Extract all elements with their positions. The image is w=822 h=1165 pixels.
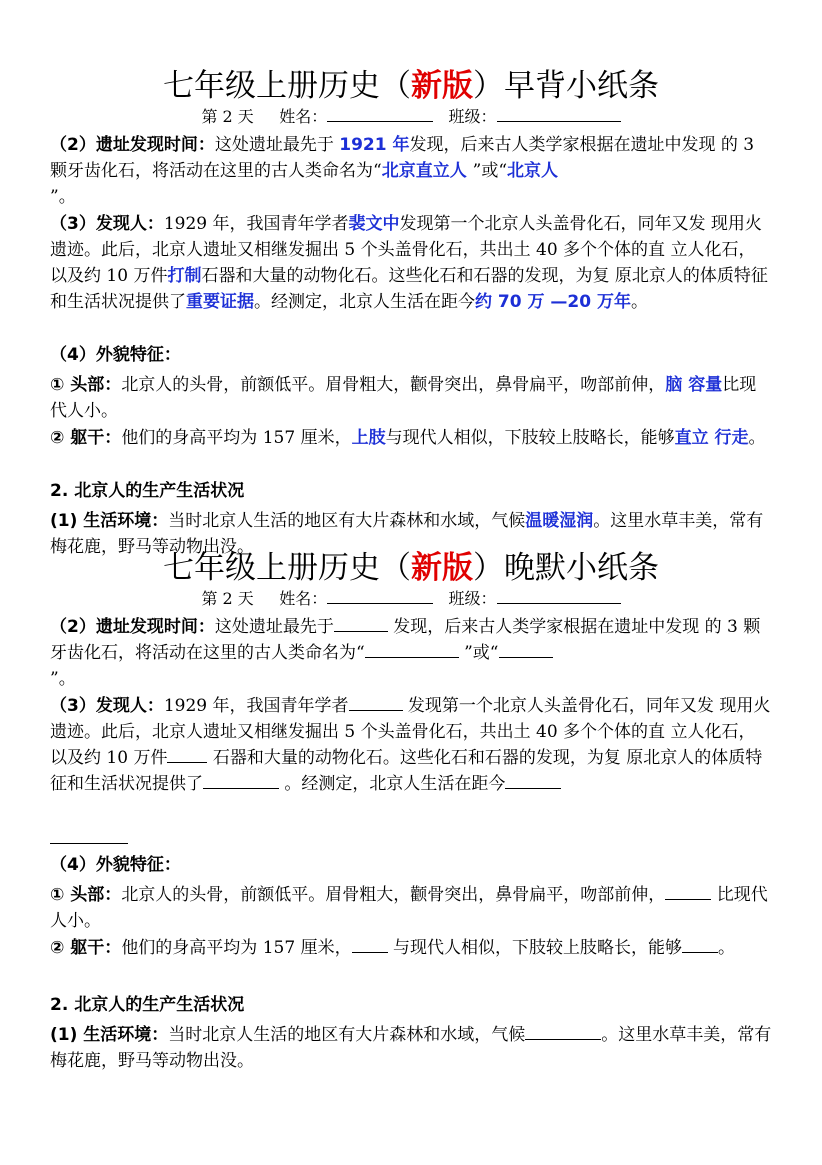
section-label: ① 头部： (50, 375, 122, 395)
text: 这处遗址最先于 (214, 617, 334, 637)
title-highlight: 新版 (411, 68, 473, 104)
key-term: 温暖湿润 (525, 511, 594, 531)
text: 发现，后来古人类学家根据在遗址中发现 的 3 颗牙齿化石，将活动在这里的古人类命名为“ (50, 617, 761, 663)
answer-blank[interactable] (167, 746, 207, 763)
text: ”。 (50, 669, 76, 689)
head-features-paragraph (50, 372, 772, 424)
key-term: 直立 行走 (674, 428, 749, 448)
title-text: 七年级上册历史（ (163, 550, 411, 586)
answer-blank[interactable] (334, 615, 388, 632)
text: 。 (748, 428, 766, 448)
text: 北京人的头骨，前额低平。眉骨粗大，颧骨突出，鼻骨扁平，吻部前伸， (121, 375, 666, 395)
text: 石器和大量的动物化石。这些化石和石器的发现，为复 原北京人的体质特征和生活状况提供了 (50, 266, 768, 312)
text: 。 (631, 292, 648, 312)
text: 。 (717, 938, 735, 958)
text: 北京人的头骨，前额低平。眉骨粗大，颧骨突出，鼻骨扁平，吻部前伸， (121, 885, 666, 905)
key-term: 北京直立人 (381, 161, 473, 181)
student-info-line (0, 588, 822, 610)
section-label: ② 躯干： (50, 938, 122, 958)
title-text: 七年级上册历史（ (163, 68, 411, 104)
heading-text: 2. 北京人的生产生活状况 (50, 995, 245, 1015)
text: 。经测定，北京人生活在距今 (254, 292, 475, 312)
key-term: 脑 容量 (665, 375, 723, 395)
section-label: （3）发现人： (50, 696, 164, 716)
class-label: 班级： (448, 589, 497, 608)
text: 发现第一个北京人头盖骨化石，同年又发 现用火遗迹。此后，北京人遗址又相继发掘出 5 个头盖骨化石，共出土 40 多个个体的直 立人化石，以及约 10 万件 (50, 696, 771, 768)
class-label: 班级： (448, 107, 497, 126)
text: 1929 年，我国青年学者 (163, 696, 349, 716)
appearance-heading (50, 342, 772, 368)
text: 与现代人相似，下肢较上肢略长，能够 (387, 938, 682, 958)
body-features-paragraph (50, 935, 772, 961)
key-term: 约 70 万 —20 万年 (475, 292, 631, 312)
text: 当时北京人生活的地区有大片森林和水域，气候 (168, 511, 526, 531)
key-term: 裴文中 (348, 214, 400, 234)
section-label: (1) 生活环境： (50, 511, 169, 531)
text: 当时北京人生活的地区有大片森林和水域，气候 (168, 1025, 526, 1045)
text: 这处遗址最先于 (214, 135, 340, 155)
text: 他们的身高平均为 157 厘米， (121, 428, 352, 448)
environment-paragraph (50, 1022, 772, 1074)
class-blank[interactable] (497, 589, 621, 604)
text: 。这里水草丰美，常有梅花鹿，野马等动物出没。 (50, 511, 764, 557)
section-2-heading (50, 478, 772, 504)
answer-blank[interactable] (203, 772, 279, 789)
title-text-end: ）晚默小纸条 (473, 550, 659, 586)
section-label: （3）发现人： (50, 214, 164, 234)
answer-blank[interactable] (499, 641, 553, 658)
section-label: (1) 生活环境： (50, 1025, 169, 1045)
text: 。这里水草丰美，常有梅花鹿，野马等动物出没。 (50, 1025, 772, 1071)
site-discovery-paragraph (50, 614, 772, 692)
text: ”或“ (458, 643, 499, 663)
answer-blank[interactable] (349, 694, 403, 711)
name-blank[interactable] (327, 107, 433, 122)
section-label: （2）遗址发现时间： (50, 617, 215, 637)
day-label: 第 2 天 (201, 589, 254, 608)
body-features-paragraph (50, 425, 772, 451)
text: 1929 年，我国青年学者 (163, 214, 349, 234)
key-term: 1921 年 (339, 135, 410, 155)
answer-blank[interactable] (525, 1023, 601, 1040)
day-label: 第 2 天 (201, 107, 254, 126)
head-features-paragraph (50, 882, 772, 934)
appearance-heading (50, 852, 772, 878)
section-label: （4）外貌特征： (50, 345, 181, 365)
text: 石器和大量的动物化石。这些化石和石器的发现，为复 原北京人的体质特征和生活状况提供了 (50, 748, 763, 794)
answer-blank[interactable] (682, 936, 718, 953)
text: 发现，后来古人类学家根据在遗址中发现 的 3 颗牙齿化石，将活动在这里的古人类命名为“ (50, 135, 755, 181)
key-term: 重要证据 (186, 292, 254, 312)
answer-blank-continuation[interactable] (50, 842, 128, 844)
section-label: （2）遗址发现时间： (50, 135, 215, 155)
text: 比现代人小。 (50, 885, 768, 931)
section-2-heading (50, 992, 772, 1018)
heading-text: 2. 北京人的生产生活状况 (50, 481, 245, 501)
morning-title (0, 66, 822, 106)
name-blank[interactable] (327, 589, 433, 604)
text: ”。 (50, 187, 76, 207)
class-blank[interactable] (497, 107, 621, 122)
name-label: 姓名： (279, 107, 328, 126)
section-label: ① 头部： (50, 885, 122, 905)
answer-blank[interactable] (352, 936, 388, 953)
title-highlight: 新版 (411, 550, 473, 586)
text: 与现代人相似，下肢较上肢略长，能够 (385, 428, 675, 448)
key-term: 北京人 (507, 161, 559, 181)
text: 发现第一个北京人头盖骨化石，同年又发 现用火遗迹。此后，北京人遗址又相继发掘出 5 个头盖骨化石，共出土 40 多个个体的直 立人化石，以及约 10 万件 (50, 214, 762, 286)
text: 。经测定，北京人生活在距今 (279, 774, 506, 794)
name-label: 姓名： (279, 589, 328, 608)
text: 他们的身高平均为 157 厘米， (121, 938, 352, 958)
answer-blank[interactable] (365, 641, 459, 658)
answer-blank[interactable] (665, 883, 711, 900)
text: ”或“ (472, 161, 508, 181)
site-discovery-paragraph (50, 132, 772, 210)
section-label: （4）外貌特征： (50, 855, 181, 875)
answer-blank[interactable] (505, 772, 561, 789)
text: 比现代人小。 (50, 375, 757, 421)
discoverer-paragraph (50, 211, 772, 315)
discoverer-paragraph (50, 693, 772, 797)
title-text-end: ）早背小纸条 (473, 68, 659, 104)
key-term: 打制 (167, 266, 202, 286)
evening-title (0, 548, 822, 588)
key-term: 上肢 (351, 428, 386, 448)
student-info-line (0, 106, 822, 128)
section-label: ② 躯干： (50, 428, 122, 448)
